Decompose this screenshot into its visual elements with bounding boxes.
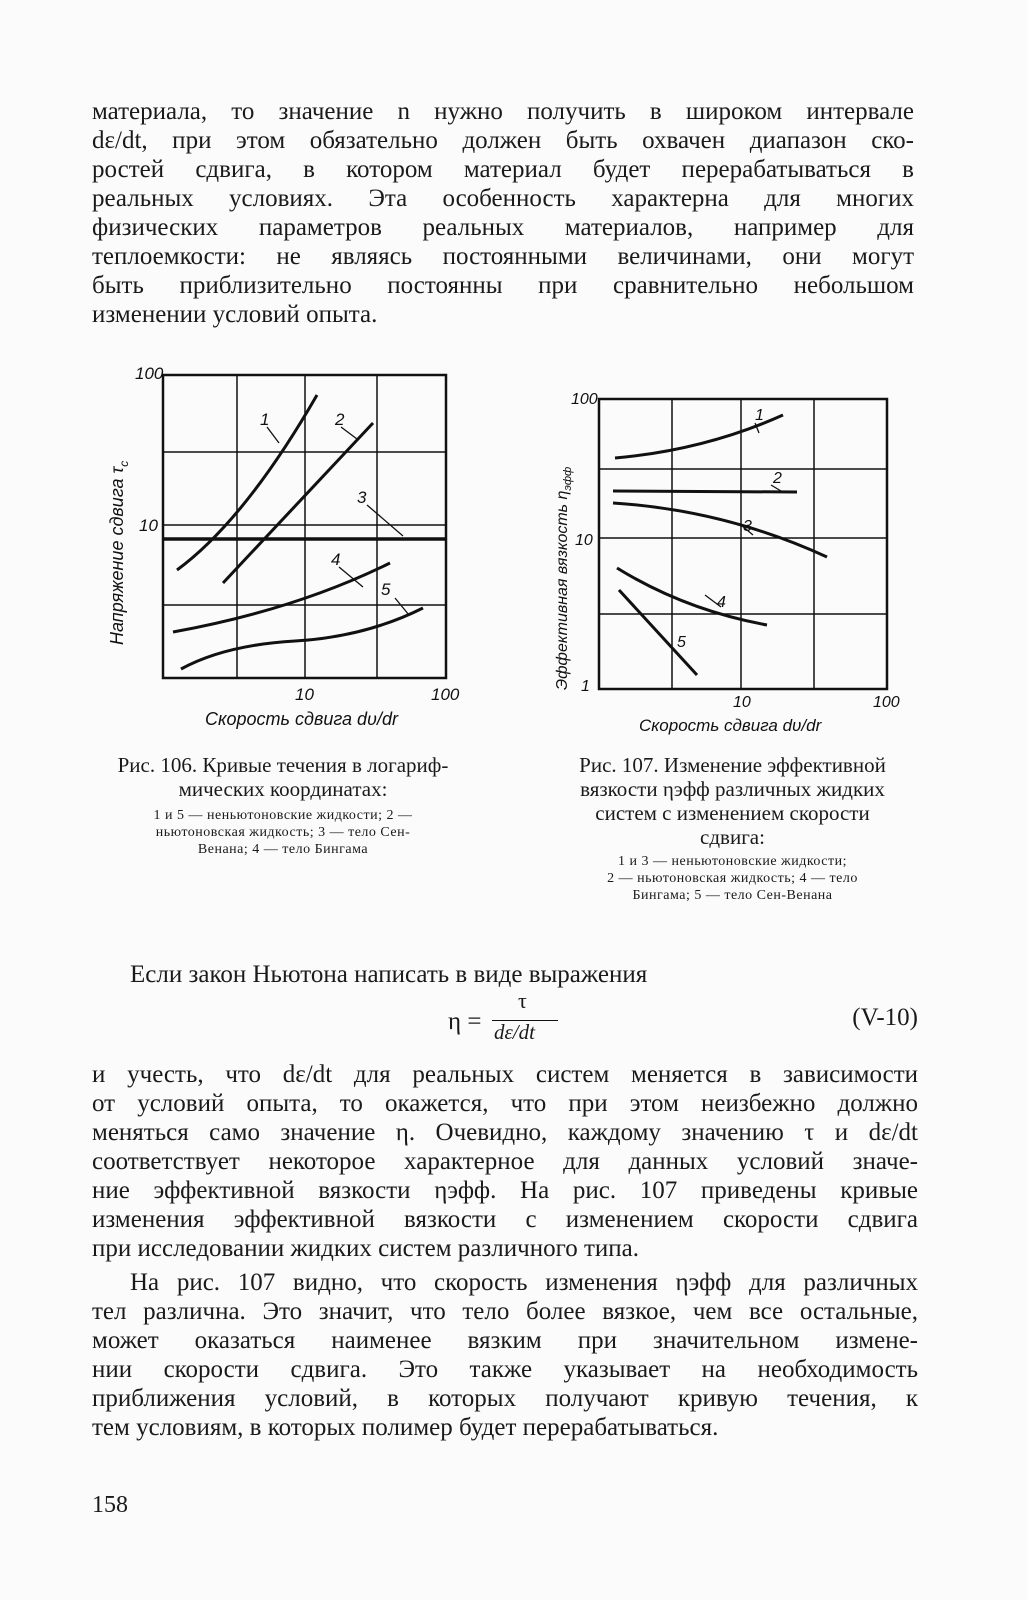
text-line: реальных условиях. Эта особенность характерна для многих (92, 185, 914, 212)
fig106-curve-label-3: 3 (357, 488, 367, 507)
text-line: dε/dt, при этом обязательно должен быть охвачен диапазон ско- (92, 127, 914, 154)
fig107-curve-label-2: 2 (773, 470, 782, 487)
text-line: и учесть, что dε/dt для реальных систем меняется в зависимости (92, 1061, 918, 1088)
formula-lhs: η = (448, 1008, 482, 1035)
fig107-y-tick-10: 10 (575, 532, 593, 549)
fig107-curve-label-3: 3 (743, 518, 752, 535)
text-line: материала, то значение n нужно получить в широком интервале (92, 98, 914, 125)
fig106-curve-label-2: 2 (335, 410, 345, 429)
fig106-curve-label-5: 5 (381, 580, 391, 599)
fig106-x-tick-100: 100 (431, 685, 460, 704)
formula-denominator: dε/dt (494, 1020, 535, 1044)
fig106-leader-3 (367, 505, 403, 536)
fig106-curve-4 (173, 563, 390, 632)
caption-legend-line: 2 — ньютоновская жидкость; 4 — тело (607, 871, 858, 886)
fig106-leader-5 (395, 598, 409, 615)
fig106-curve-label-4: 4 (331, 550, 341, 569)
fig106-x-axis-label: Скорость сдвига dυ/dr (205, 709, 398, 729)
caption-title-line: Рис. 107. Изменение эффективной (579, 753, 886, 777)
formula-number: (V-10) (852, 1004, 918, 1031)
caption-title-line: Рис. 106. Кривые течения в логариф- (117, 753, 449, 777)
fig107-curve-label-1: 1 (755, 407, 764, 424)
text-line: при исследовании жидких систем различного типа. (92, 1235, 639, 1262)
fig107-frame (599, 399, 887, 689)
fig106-leader-1 (267, 427, 279, 443)
caption-title-line: мических координатах: (178, 777, 388, 801)
figure-107 (545, 385, 920, 745)
fig107-curve-label-5: 5 (677, 634, 686, 651)
fig106-curve-label-1: 1 (260, 410, 270, 429)
text-line: физических параметров реальных материалов, например для (92, 214, 914, 241)
fig106-curve-1 (177, 395, 317, 570)
fig107-curve-4 (617, 568, 767, 625)
top-paragraph (92, 97, 914, 329)
caption-legend-line: 1 и 5 — неньютоновские жидкости; 2 — (153, 808, 413, 823)
caption-legend-line: 1 и 3 — неньютоновские жидкости; (618, 854, 847, 869)
caption-legend-line: Венана; 4 — тело Бингама (197, 842, 369, 857)
fig107-y-tick-1: 1 (581, 678, 590, 695)
page-number: 158 (92, 1492, 128, 1518)
text-line: меняться само значение η. Очевидно, каждому значению τ и dε/dt (92, 1119, 918, 1146)
bottom-paragraph (92, 1268, 918, 1442)
text-line: может оказаться наименее вязким при значительном измене- (92, 1327, 918, 1354)
text-line: тел различна. Это значит, что тело более вязкое, чем все остальные, (92, 1298, 918, 1325)
fig106-curve-5 (181, 608, 423, 669)
fig107-curve-label-4: 4 (717, 594, 726, 611)
text-line: ростей сдвига, в котором материал будет перерабатываться в (92, 156, 914, 183)
text-line: изменении условий опыта. (92, 301, 378, 328)
formula-intro: Если закон Ньютона написать в виде выражения (130, 961, 648, 988)
figure-106 (95, 355, 475, 740)
figure-107-caption (540, 753, 925, 904)
middle-paragraph (92, 1060, 918, 1263)
text-line: ние эффективной вязкости ηэфф. На рис. 107 приведены кривые (92, 1177, 918, 1204)
caption-title-line: сдвига: (700, 825, 765, 849)
fig107-y-tick-100: 100 (571, 391, 598, 408)
fig106-y-tick-100: 100 (135, 364, 164, 383)
text-line: приближения условий, в которых получают кривую течения, к (92, 1385, 918, 1412)
fig107-x-axis-label: Скорость сдвига dυ/dr (639, 716, 822, 735)
text-line: соответствует некоторое характерное для данных условий значе- (92, 1148, 918, 1175)
caption-legend-line: ньютоновская жидкость; 3 — тело Сен- (155, 825, 411, 840)
fig106-y-axis-label: Напряжение сдвига $\tau_c$ (107, 460, 131, 645)
text-line: изменения эффективной вязкости с изменением скорости сдвига (92, 1206, 918, 1233)
text-line: нии скорости сдвига. Это также указывает на необходимость (92, 1356, 918, 1383)
text-line: теплоемкости: не являясь постоянными величинами, они могут (92, 243, 914, 270)
fig106-x-tick-10: 10 (295, 685, 314, 704)
text-line: быть приблизительно постоянны при сравнительно небольшом (92, 272, 914, 299)
figure-106-caption (88, 753, 478, 858)
formula-numerator: τ (518, 988, 527, 1013)
caption-legend-line: Бингама; 5 — тело Сен-Венана (632, 888, 833, 903)
fig106-y-tick-10: 10 (139, 516, 158, 535)
caption-title-line: вязкости ηэфф различных жидких (580, 777, 885, 801)
fig107-curve-3 (613, 503, 827, 557)
caption-title-line: систем с изменением скорости (595, 801, 870, 825)
text-line: На рис. 107 видно, что скорость изменения ηэфф для различных (130, 1269, 918, 1296)
text-line: от условий опыта, то окажется, что при этом неизбежно должно (92, 1090, 918, 1117)
fig107-curve-2 (613, 491, 797, 492)
fig107-x-tick-10: 10 (733, 694, 751, 711)
fig107-y-axis-label: Эффективная вязкость $\eta_{эфф}$ (554, 466, 574, 690)
fig107-x-tick-100: 100 (873, 694, 900, 711)
text-line: тем условиям, в которых полимер будет перерабатываться. (92, 1414, 719, 1441)
formula-v10 (448, 988, 918, 1052)
